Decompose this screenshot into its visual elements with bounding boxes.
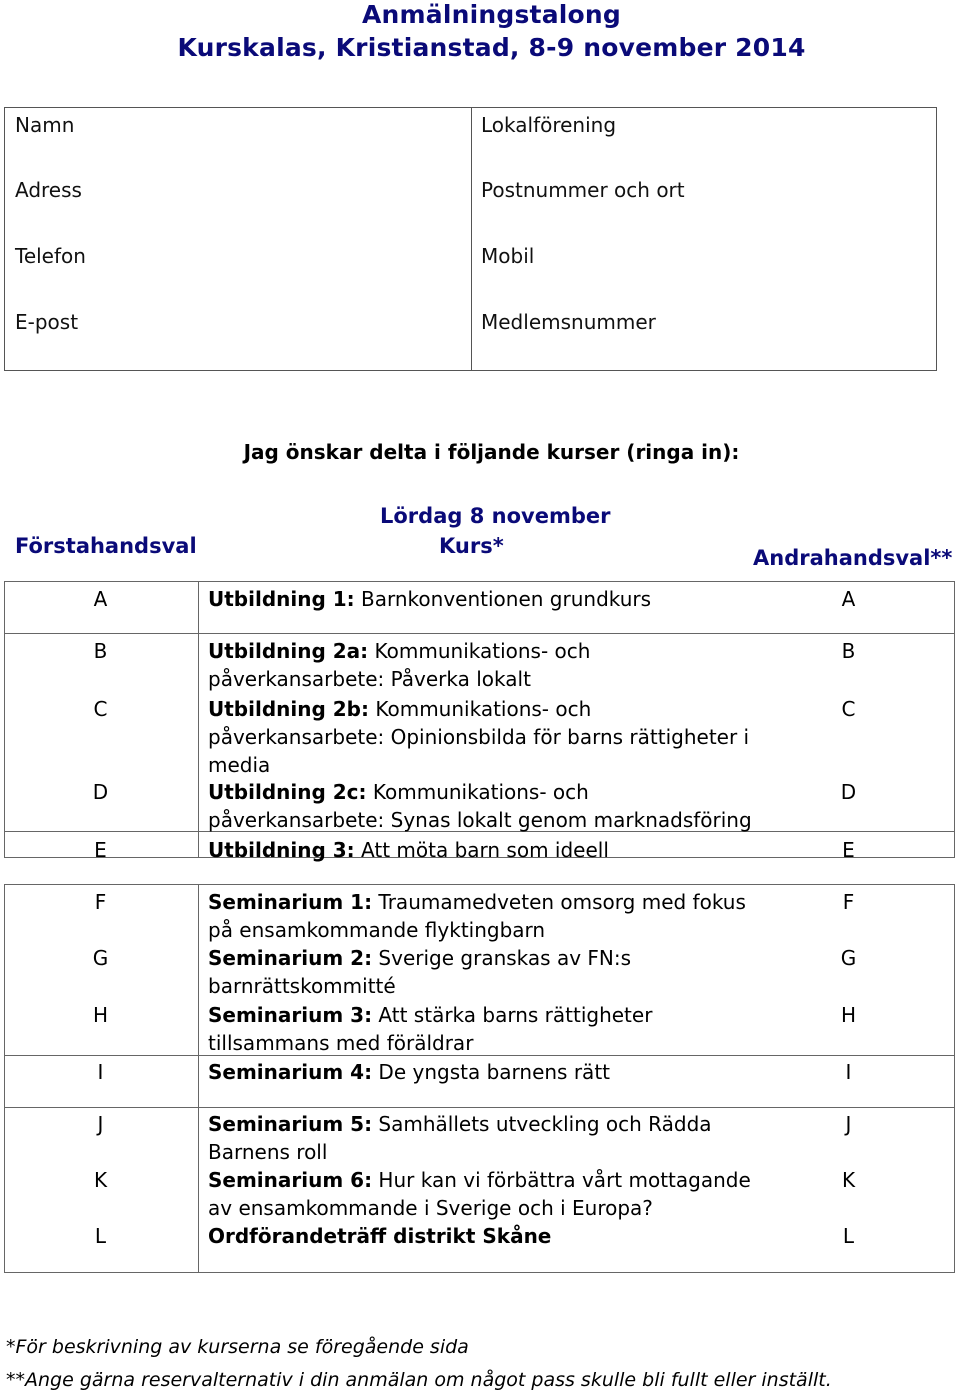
course-code: Seminarium 6: — [208, 1168, 373, 1192]
course-label — [208, 695, 763, 779]
second-choice-letter[interactable]: B — [841, 639, 856, 663]
footnote-reserve: **Ange gärna reservalternativ i din anmälan om något pass skulle bli fullt eller inställt. — [6, 1369, 832, 1391]
course-title: Hur kan vi förbättra vårt mottagande av ensamkommande i Sverige och i Europa? — [208, 1168, 751, 1220]
field-postcode-city[interactable]: Postnummer och ort — [481, 178, 685, 202]
first-choice-letter[interactable]: J — [97, 1112, 104, 1136]
second-choice-letter[interactable]: L — [842, 1224, 855, 1248]
course-title: Att stärka barns rättigheter tillsammans med föräldrar — [208, 1003, 653, 1055]
course-code: Ordförandeträff distrikt Skåne — [208, 1224, 552, 1248]
day-header: Lördag 8 november — [380, 504, 611, 528]
first-choice-letter[interactable]: A — [93, 587, 108, 611]
course-title: Traumamedveten omsorg med fokus på ensamkommande flyktingbarn — [208, 890, 746, 942]
course-code: Utbildning 1: — [208, 587, 355, 611]
column-second-choice: Andrahandsval** — [753, 546, 953, 570]
field-mobile[interactable]: Mobil — [481, 244, 535, 268]
first-choice-letter[interactable]: K — [93, 1168, 108, 1192]
course-title: Sverige granskas av FN:s barnrättskommitté — [208, 946, 632, 998]
course-label — [208, 1001, 763, 1057]
column-first-choice: Förstahandsval — [15, 534, 197, 558]
course-code: Seminarium 5: — [208, 1112, 373, 1136]
second-choice-letter[interactable]: I — [845, 1060, 852, 1084]
second-choice-letter[interactable]: E — [842, 838, 855, 862]
second-choice-letter[interactable]: F — [842, 890, 855, 914]
course-label — [208, 1222, 763, 1250]
first-choice-letter[interactable]: B — [93, 639, 108, 663]
contact-divider — [471, 108, 472, 370]
form-title: Anmälningstalong — [361, 0, 622, 29]
course-title: Att möta barn som ideell — [354, 838, 609, 862]
course-title: Barnkonventionen grundkurs — [354, 587, 652, 611]
course-instruction: Jag önskar delta i följande kurser (ringa in): — [243, 440, 740, 464]
field-local-association[interactable]: Lokalförening — [481, 113, 617, 137]
second-choice-letter[interactable]: D — [840, 780, 857, 804]
first-choice-letter[interactable]: H — [92, 1003, 109, 1027]
divider — [4, 1107, 955, 1108]
first-choice-letter[interactable]: I — [97, 1060, 104, 1084]
course-label — [208, 1110, 763, 1166]
course-code: Seminarium 1: — [208, 890, 373, 914]
first-choice-letter[interactable]: L — [94, 1224, 107, 1248]
course-label — [208, 1058, 763, 1086]
first-choice-letter[interactable]: C — [93, 697, 108, 721]
field-name[interactable]: Namn — [15, 113, 75, 137]
first-choice-letter[interactable]: F — [94, 890, 107, 914]
second-choice-letter[interactable]: C — [841, 697, 856, 721]
course-label — [208, 778, 763, 834]
course-code: Seminarium 3: — [208, 1003, 373, 1027]
footnote-description: *För beskrivning av kurserna se föregående sida — [6, 1336, 469, 1358]
course-title: Kommunikations- och påverkansarbete: Synas lokalt genom marknadsföring — [208, 780, 752, 832]
first-choice-letter[interactable]: D — [92, 780, 109, 804]
course-code: Utbildning 3: — [208, 838, 355, 862]
course-label — [208, 888, 763, 944]
course-code: Utbildning 2c: — [208, 780, 367, 804]
course-title: Kommunikations- och påverkansarbete: Påverka lokalt — [208, 639, 591, 691]
second-choice-letter[interactable]: H — [840, 1003, 857, 1027]
course-code: Utbildning 2a: — [208, 639, 369, 663]
course-title: Kommunikations- och påverkansarbete: Opinionsbilda för barns rättigheter i media — [208, 697, 750, 777]
course-label — [208, 585, 763, 613]
course-code: Seminarium 2: — [208, 946, 373, 970]
course-label — [208, 944, 763, 1000]
field-email[interactable]: E-post — [15, 310, 79, 334]
second-choice-letter[interactable]: J — [845, 1112, 852, 1136]
course-label — [208, 1166, 763, 1222]
field-address[interactable]: Adress — [15, 178, 82, 202]
second-choice-letter[interactable]: G — [840, 946, 857, 970]
field-member-number[interactable]: Medlemsnummer — [481, 310, 656, 334]
second-choice-letter[interactable]: A — [841, 587, 856, 611]
first-choice-letter[interactable]: E — [94, 838, 107, 862]
course-title: De yngsta barnens rätt — [372, 1060, 610, 1084]
divider — [4, 633, 955, 634]
field-phone[interactable]: Telefon — [15, 244, 86, 268]
course-code: Utbildning 2b: — [208, 697, 369, 721]
course-label — [208, 637, 763, 693]
contact-table — [4, 107, 937, 371]
column-course: Kurs* — [439, 534, 504, 558]
first-choice-letter[interactable]: G — [92, 946, 109, 970]
course-title: Samhällets utveckling och Rädda Barnens roll — [208, 1112, 712, 1164]
course-code: Seminarium 4: — [208, 1060, 373, 1084]
course-label — [208, 836, 763, 864]
event-subtitle: Kurskalas, Kristianstad, 8-9 november 2014 — [177, 33, 806, 62]
second-choice-letter[interactable]: K — [841, 1168, 856, 1192]
